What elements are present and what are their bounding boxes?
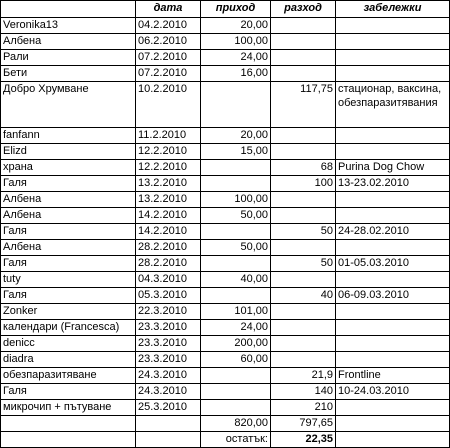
income-cell[interactable] bbox=[201, 224, 271, 240]
note-cell[interactable] bbox=[336, 144, 450, 160]
note-cell[interactable] bbox=[336, 192, 450, 208]
expense-cell[interactable] bbox=[271, 352, 336, 368]
note-cell[interactable] bbox=[336, 50, 450, 66]
total-income-cell[interactable]: 820,00 bbox=[201, 416, 271, 432]
income-cell[interactable] bbox=[201, 82, 271, 128]
expense-cell[interactable] bbox=[271, 50, 336, 66]
totals-empty-cell[interactable] bbox=[336, 416, 450, 432]
income-cell[interactable]: 100,00 bbox=[201, 34, 271, 50]
income-cell[interactable] bbox=[201, 384, 271, 400]
date-cell[interactable]: 12.2.2010 bbox=[136, 144, 201, 160]
header-row bbox=[1, 1, 450, 18]
name-cell[interactable]: Галя bbox=[1, 384, 136, 400]
note-cell[interactable]: 01-05.03.2010 bbox=[336, 256, 450, 272]
expense-cell[interactable]: 50 bbox=[271, 256, 336, 272]
total-expense-cell[interactable]: 797,65 bbox=[271, 416, 336, 432]
note-cell[interactable] bbox=[336, 336, 450, 352]
name-cell[interactable]: Veronika13 bbox=[1, 18, 136, 34]
note-cell[interactable]: 24-28.02.2010 bbox=[336, 224, 450, 240]
note-cell[interactable]: стационар, ваксина, обезпаразитявания bbox=[336, 82, 450, 128]
table-row bbox=[1, 320, 450, 336]
income-cell[interactable]: 20,00 bbox=[201, 18, 271, 34]
date-cell[interactable]: 14.2.2010 bbox=[136, 208, 201, 224]
name-cell[interactable]: Добро Хрумване bbox=[1, 82, 136, 128]
table-row bbox=[1, 50, 450, 66]
income-cell[interactable]: 101,00 bbox=[201, 304, 271, 320]
note-cell[interactable]: 06-09.03.2010 bbox=[336, 288, 450, 304]
name-cell[interactable]: Албена bbox=[1, 208, 136, 224]
date-cell[interactable]: 25.3.2010 bbox=[136, 400, 201, 416]
income-cell[interactable] bbox=[201, 160, 271, 176]
income-cell[interactable]: 50,00 bbox=[201, 240, 271, 256]
date-cell[interactable]: 07.2.2010 bbox=[136, 50, 201, 66]
table-row bbox=[1, 288, 450, 304]
name-cell[interactable]: Zonker bbox=[1, 304, 136, 320]
expense-cell[interactable] bbox=[271, 18, 336, 34]
date-cell[interactable]: 22.3.2010 bbox=[136, 304, 201, 320]
table-row bbox=[1, 192, 450, 208]
note-cell[interactable] bbox=[336, 272, 450, 288]
name-cell[interactable]: diadra bbox=[1, 352, 136, 368]
expense-cell[interactable]: 68 bbox=[271, 160, 336, 176]
date-cell[interactable]: 05.3.2010 bbox=[136, 288, 201, 304]
name-cell[interactable]: denicc bbox=[1, 336, 136, 352]
date-cell[interactable]: 28.2.2010 bbox=[136, 240, 201, 256]
expense-cell[interactable] bbox=[271, 128, 336, 144]
name-cell[interactable]: Рали bbox=[1, 50, 136, 66]
date-cell[interactable]: 06.2.2010 bbox=[136, 34, 201, 50]
name-cell[interactable]: fanfann bbox=[1, 128, 136, 144]
expense-cell[interactable]: 100 bbox=[271, 176, 336, 192]
table-row bbox=[1, 176, 450, 192]
note-cell[interactable] bbox=[336, 352, 450, 368]
expense-cell[interactable] bbox=[271, 272, 336, 288]
header-cell-date[interactable]: дата bbox=[136, 1, 201, 18]
balance-empty-cell[interactable] bbox=[136, 432, 201, 448]
income-cell[interactable]: 16,00 bbox=[201, 66, 271, 82]
date-cell[interactable]: 11.2.2010 bbox=[136, 128, 201, 144]
income-cell[interactable]: 100,00 bbox=[201, 192, 271, 208]
date-cell[interactable]: 23.3.2010 bbox=[136, 336, 201, 352]
name-cell[interactable]: tuty bbox=[1, 272, 136, 288]
balance-value-cell[interactable]: 22,35 bbox=[271, 432, 336, 448]
note-cell[interactable]: Purina Dog Chow bbox=[336, 160, 450, 176]
table-row bbox=[1, 400, 450, 416]
date-cell[interactable]: 28.2.2010 bbox=[136, 256, 201, 272]
totals-empty-cell[interactable] bbox=[136, 416, 201, 432]
date-cell[interactable]: 23.3.2010 bbox=[136, 352, 201, 368]
table-row bbox=[1, 240, 450, 256]
header-cell-income[interactable]: приход bbox=[201, 1, 271, 18]
date-cell[interactable]: 10.2.2010 bbox=[136, 82, 201, 128]
date-cell[interactable]: 07.2.2010 bbox=[136, 66, 201, 82]
table-row bbox=[1, 66, 450, 82]
name-cell[interactable]: обезпаразитяване bbox=[1, 368, 136, 384]
balance-row bbox=[1, 432, 450, 448]
income-cell[interactable] bbox=[201, 400, 271, 416]
note-cell[interactable]: Frontline bbox=[336, 368, 450, 384]
table-row bbox=[1, 224, 450, 240]
income-cell[interactable] bbox=[201, 368, 271, 384]
table-row bbox=[1, 368, 450, 384]
balance-empty-cell[interactable] bbox=[336, 432, 450, 448]
name-cell[interactable]: Албена bbox=[1, 192, 136, 208]
income-cell[interactable]: 200,00 bbox=[201, 336, 271, 352]
expense-cell[interactable]: 140 bbox=[271, 384, 336, 400]
header-cell-name[interactable] bbox=[1, 1, 136, 18]
name-cell[interactable]: Галя bbox=[1, 176, 136, 192]
balance-empty-cell[interactable] bbox=[1, 432, 136, 448]
date-cell[interactable]: 24.3.2010 bbox=[136, 384, 201, 400]
note-cell[interactable] bbox=[336, 128, 450, 144]
name-cell[interactable]: Галя bbox=[1, 288, 136, 304]
table-row bbox=[1, 160, 450, 176]
income-cell[interactable] bbox=[201, 256, 271, 272]
expense-cell[interactable]: 40 bbox=[271, 288, 336, 304]
balance-label-cell[interactable]: остатък: bbox=[201, 432, 271, 448]
date-cell[interactable]: 04.2.2010 bbox=[136, 18, 201, 34]
name-cell[interactable]: Албена bbox=[1, 240, 136, 256]
income-cell[interactable]: 60,00 bbox=[201, 352, 271, 368]
date-cell[interactable]: 13.2.2010 bbox=[136, 192, 201, 208]
note-cell[interactable] bbox=[336, 304, 450, 320]
expense-cell[interactable] bbox=[271, 304, 336, 320]
name-cell[interactable]: Галя bbox=[1, 224, 136, 240]
note-cell[interactable] bbox=[336, 240, 450, 256]
name-cell[interactable]: Elizd bbox=[1, 144, 136, 160]
expense-cell[interactable]: 21,9 bbox=[271, 368, 336, 384]
totals-empty-cell[interactable] bbox=[1, 416, 136, 432]
date-cell[interactable]: 23.3.2010 bbox=[136, 320, 201, 336]
income-cell[interactable]: 20,00 bbox=[201, 128, 271, 144]
date-cell[interactable]: 13.2.2010 bbox=[136, 176, 201, 192]
name-cell[interactable]: Албена bbox=[1, 34, 136, 50]
income-cell[interactable] bbox=[201, 176, 271, 192]
expense-cell[interactable]: 210 bbox=[271, 400, 336, 416]
date-cell[interactable]: 24.3.2010 bbox=[136, 368, 201, 384]
table-row bbox=[1, 18, 450, 34]
note-cell[interactable] bbox=[336, 320, 450, 336]
table-row bbox=[1, 336, 450, 352]
expense-cell[interactable] bbox=[271, 144, 336, 160]
table-row bbox=[1, 144, 450, 160]
table-row bbox=[1, 128, 450, 144]
date-cell[interactable]: 14.2.2010 bbox=[136, 224, 201, 240]
expense-cell[interactable]: 50 bbox=[271, 224, 336, 240]
table-row bbox=[1, 304, 450, 320]
income-cell[interactable]: 24,00 bbox=[201, 50, 271, 66]
note-cell[interactable] bbox=[336, 208, 450, 224]
name-cell[interactable]: Галя bbox=[1, 256, 136, 272]
expense-cell[interactable]: 117,75 bbox=[271, 82, 336, 128]
note-cell[interactable] bbox=[336, 66, 450, 82]
note-cell[interactable] bbox=[336, 18, 450, 34]
name-cell[interactable]: Бети bbox=[1, 66, 136, 82]
date-cell[interactable]: 04.3.2010 bbox=[136, 272, 201, 288]
income-cell[interactable] bbox=[201, 288, 271, 304]
expense-cell[interactable] bbox=[271, 240, 336, 256]
expense-cell[interactable] bbox=[271, 34, 336, 50]
table-row bbox=[1, 272, 450, 288]
name-cell[interactable]: микрочип + пътуване bbox=[1, 400, 136, 416]
table-row bbox=[1, 82, 450, 128]
note-cell[interactable]: 13-23.02.2010 bbox=[336, 176, 450, 192]
name-cell[interactable]: храна bbox=[1, 160, 136, 176]
expense-cell[interactable] bbox=[271, 192, 336, 208]
name-cell[interactable]: календари (Francesca) bbox=[1, 320, 136, 336]
totals-row bbox=[1, 416, 450, 432]
income-cell[interactable]: 15,00 bbox=[201, 144, 271, 160]
note-cell[interactable]: 10-24.03.2010 bbox=[336, 384, 450, 400]
income-cell[interactable]: 24,00 bbox=[201, 320, 271, 336]
expense-cell[interactable] bbox=[271, 208, 336, 224]
expense-cell[interactable] bbox=[271, 320, 336, 336]
note-cell[interactable] bbox=[336, 400, 450, 416]
date-cell[interactable]: 12.2.2010 bbox=[136, 160, 201, 176]
table-row bbox=[1, 208, 450, 224]
note-cell[interactable] bbox=[336, 34, 450, 50]
expense-cell[interactable] bbox=[271, 336, 336, 352]
income-cell[interactable]: 50,00 bbox=[201, 208, 271, 224]
expense-cell[interactable] bbox=[271, 66, 336, 82]
table-row bbox=[1, 352, 450, 368]
header-cell-expense[interactable]: разход bbox=[271, 1, 336, 18]
table-row bbox=[1, 384, 450, 400]
table-row bbox=[1, 34, 450, 50]
table-row bbox=[1, 256, 450, 272]
income-cell[interactable]: 40,00 bbox=[201, 272, 271, 288]
header-cell-notes[interactable]: забележки bbox=[336, 1, 450, 18]
ledger-body bbox=[1, 18, 450, 416]
